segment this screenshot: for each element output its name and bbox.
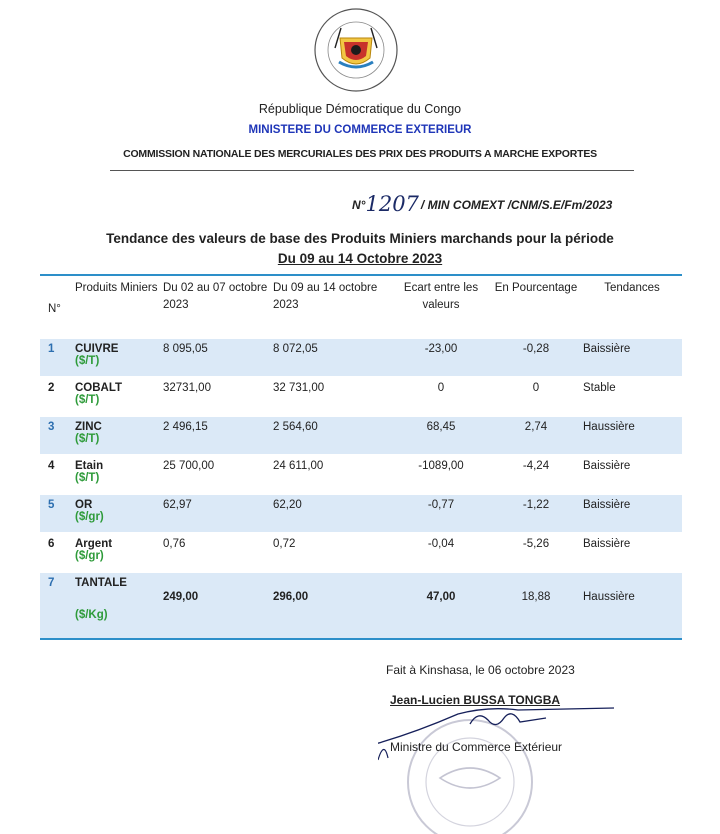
signatory-title: Ministre du Commerce Extérieur bbox=[390, 740, 563, 754]
row-percentage: 18,88 bbox=[490, 572, 582, 639]
row-previous-value: 249,00 bbox=[162, 572, 272, 639]
row-product bbox=[74, 494, 162, 533]
document-period bbox=[0, 251, 720, 266]
row-percentage: -0,28 bbox=[490, 339, 582, 377]
row-difference: -0,04 bbox=[392, 533, 490, 572]
country-name: République Démocratique du Congo bbox=[258, 102, 462, 116]
document-title: Tendance des valeurs de base des Produits Miniers marchands pour la période bbox=[106, 231, 614, 246]
row-trend: Baissière bbox=[582, 455, 682, 494]
row-number: 4 bbox=[40, 455, 74, 494]
column-header-previous-period: Du 02 au 07 octobre 2023 bbox=[162, 275, 272, 339]
place-and-date: Fait à Kinshasa, le 06 octobre 2023 bbox=[386, 663, 575, 677]
document-reference bbox=[352, 190, 612, 214]
column-header-percentage: En Pourcentage bbox=[490, 275, 582, 339]
header-divider bbox=[110, 170, 634, 171]
commission-name: COMMISSION NATIONALE DES MERCURIALES DES PRIX DES PRODUITS A MARCHE EXPORTES bbox=[123, 148, 597, 160]
row-trend: Haussière bbox=[582, 416, 682, 455]
row-number: 5 bbox=[40, 494, 74, 533]
row-difference: 47,00 bbox=[392, 572, 490, 639]
row-current-value: 8 072,05 bbox=[272, 339, 392, 377]
row-number: 2 bbox=[40, 377, 74, 416]
table-row bbox=[40, 494, 682, 533]
row-percentage: -1,22 bbox=[490, 494, 582, 533]
row-current-value: 62,20 bbox=[272, 494, 392, 533]
product-name: TANTALE bbox=[75, 577, 127, 589]
reference-handwritten-number: 1207 bbox=[365, 192, 419, 216]
column-header-product: Produits Miniers bbox=[74, 275, 162, 339]
ministry-name: MINISTERE DU COMMERCE EXTERIEUR bbox=[248, 124, 472, 136]
row-difference: -0,77 bbox=[392, 494, 490, 533]
row-trend: Baissière bbox=[582, 533, 682, 572]
row-product bbox=[74, 572, 162, 639]
row-number: 1 bbox=[40, 339, 74, 377]
row-trend: Baissière bbox=[582, 339, 682, 377]
row-current-value: 24 611,00 bbox=[272, 455, 392, 494]
product-name: CUIVRE bbox=[75, 343, 119, 355]
period-text: Du 09 au 14 Octobre 2023 bbox=[277, 251, 443, 266]
signatory-name: Jean-Lucien BUSSA TONGBA bbox=[390, 693, 561, 707]
row-current-value: 296,00 bbox=[272, 572, 392, 639]
reference-suffix: / MIN COMEXT /CNM/S.E/Fm/2023 bbox=[420, 198, 613, 212]
row-difference: 68,45 bbox=[392, 416, 490, 455]
row-previous-value: 8 095,05 bbox=[162, 339, 272, 377]
row-current-value: 2 564,60 bbox=[272, 416, 392, 455]
row-trend: Baissière bbox=[582, 494, 682, 533]
product-name: COBALT bbox=[75, 382, 123, 394]
product-unit: ($/T) bbox=[75, 394, 100, 406]
row-product bbox=[74, 416, 162, 455]
row-difference: -23,00 bbox=[392, 339, 490, 377]
row-product bbox=[74, 533, 162, 572]
product-name: OR bbox=[75, 499, 93, 511]
row-product bbox=[74, 377, 162, 416]
row-previous-value: 0,76 bbox=[162, 533, 272, 572]
product-unit: ($/gr) bbox=[75, 511, 104, 523]
product-unit: ($/T) bbox=[75, 433, 100, 445]
row-current-value: 0,72 bbox=[272, 533, 392, 572]
product-unit: ($/gr) bbox=[75, 550, 104, 562]
row-product bbox=[74, 339, 162, 377]
column-header-current-period: Du 09 au 14 octobre 2023 bbox=[272, 275, 392, 339]
product-unit: ($/Kg) bbox=[75, 609, 108, 621]
table-row bbox=[40, 416, 682, 455]
table-row bbox=[40, 572, 682, 639]
row-previous-value: 2 496,15 bbox=[162, 416, 272, 455]
product-name: Etain bbox=[75, 460, 104, 472]
product-name: Argent bbox=[75, 538, 113, 550]
row-difference: 0 bbox=[392, 377, 490, 416]
row-trend: Haussière bbox=[582, 572, 682, 639]
product-unit: ($/T) bbox=[75, 472, 100, 484]
column-header-number: N° bbox=[40, 275, 74, 339]
table-row bbox=[40, 339, 682, 377]
product-name: ZINC bbox=[75, 421, 102, 433]
reference-prefix: N° bbox=[352, 198, 366, 212]
row-number: 3 bbox=[40, 416, 74, 455]
row-percentage: -4,24 bbox=[490, 455, 582, 494]
row-product bbox=[74, 455, 162, 494]
table-header-row bbox=[40, 275, 682, 339]
row-current-value: 32 731,00 bbox=[272, 377, 392, 416]
row-previous-value: 25 700,00 bbox=[162, 455, 272, 494]
mineral-prices-table bbox=[40, 274, 682, 640]
row-previous-value: 62,97 bbox=[162, 494, 272, 533]
column-header-trend: Tendances bbox=[582, 275, 682, 339]
row-percentage: 0 bbox=[490, 377, 582, 416]
row-difference: -1089,00 bbox=[392, 455, 490, 494]
row-percentage: 2,74 bbox=[490, 416, 582, 455]
row-trend: Stable bbox=[582, 377, 682, 416]
table-row bbox=[40, 455, 682, 494]
row-percentage: -5,26 bbox=[490, 533, 582, 572]
column-header-difference: Ecart entre les valeurs bbox=[392, 275, 490, 339]
row-previous-value: 32731,00 bbox=[162, 377, 272, 416]
government-seal-logo bbox=[311, 6, 401, 94]
row-number: 7 bbox=[40, 572, 74, 639]
row-number: 6 bbox=[40, 533, 74, 572]
table-row bbox=[40, 377, 682, 416]
table-row bbox=[40, 533, 682, 572]
official-stamp-and-signature bbox=[378, 700, 618, 834]
product-unit: ($/T) bbox=[75, 355, 100, 367]
